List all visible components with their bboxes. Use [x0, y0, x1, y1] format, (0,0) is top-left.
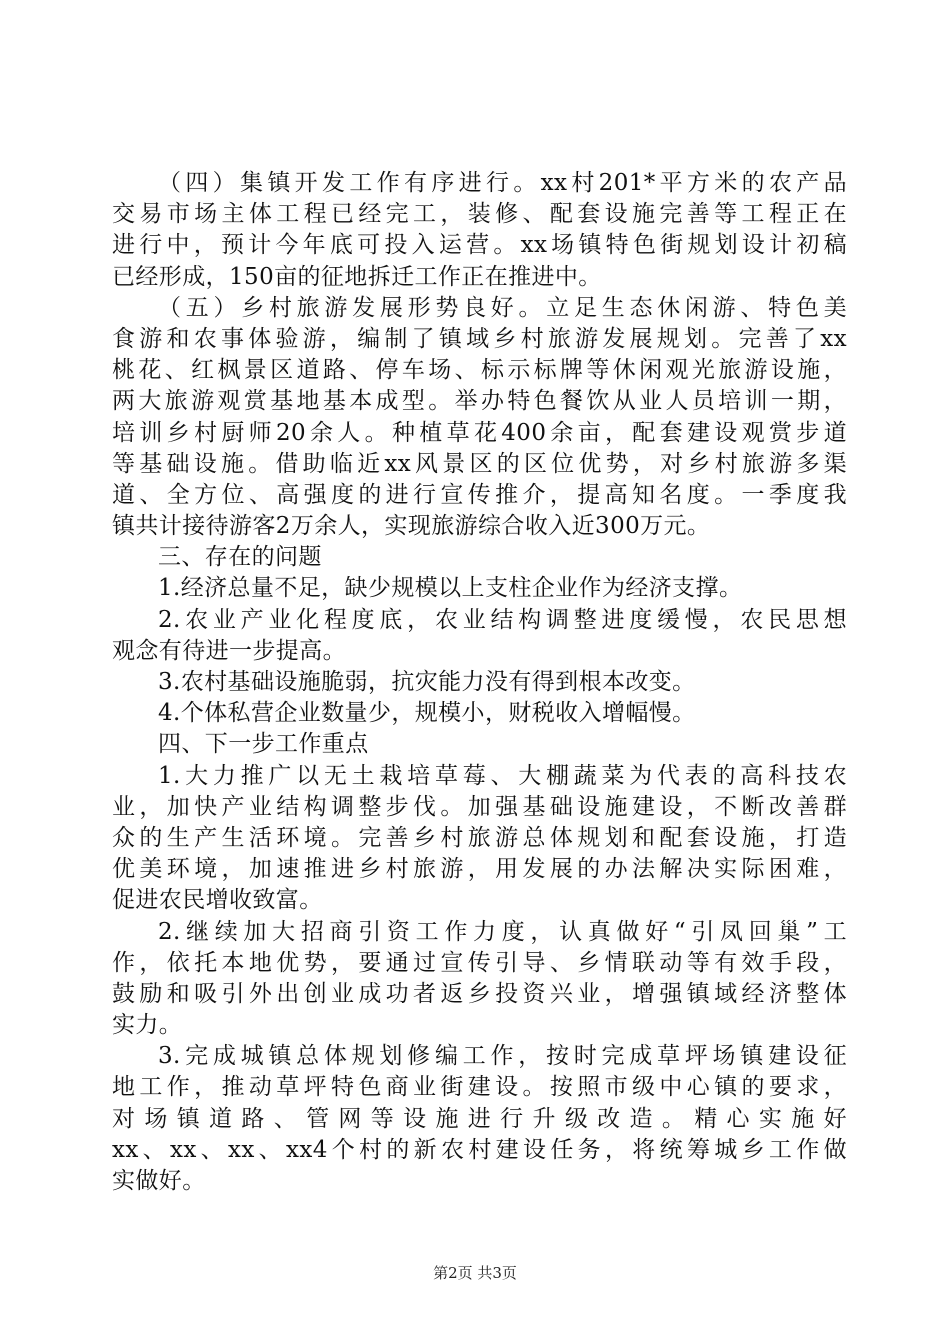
paragraph-line: （五）乡村旅游发展形势良好。立足生态休闲游、特色美: [158, 294, 847, 321]
list-item: 3.完成城镇总体规划修编工作，按时完成草坪场镇建设征: [158, 1043, 847, 1070]
list-item: 1.大力推广以无土栽培草莓、大棚蔬菜为代表的高科技农: [158, 762, 847, 789]
paragraph-line: 业，加快产业结构调整步伐。加强基础设施建设，不断改善群: [112, 793, 847, 820]
paragraph-line: 交易市场主体工程已经完工，装修、配套设施完善等工程正在: [112, 201, 847, 228]
paragraph-line: 桃花、红枫景区道路、停车场、标示标牌等休闲观光旅游设施，: [112, 357, 847, 384]
paragraph-line: 实做好。: [112, 1168, 206, 1194]
paragraph-line: 培训乡村厨师20余人。种植草花400余亩，配套建设观赏步道: [112, 419, 847, 446]
list-item: 4.个体私营企业数量少，规模小，财税收入增幅慢。: [158, 700, 696, 727]
paragraph-line: （四）集镇开发工作有序进行。xx村201*平方米的农产品: [158, 170, 847, 196]
paragraph-line: 食游和农事体验游，编制了镇域乡村旅游发展规划。完善了xx: [112, 325, 847, 352]
list-item: 3.农村基础设施脆弱，抗灾能力没有得到根本改变。: [158, 669, 696, 695]
paragraph-line: 镇共计接待游客2万余人，实现旅游综合收入近300万元。: [112, 513, 711, 540]
page-number: 第2页 共3页: [433, 1264, 517, 1282]
list-item: 2.继续加大招商引资工作力度，认真做好“引凤回巢”工: [158, 918, 847, 945]
paragraph-line: 对场镇道路、管网等设施进行升级改造。精心实施好: [112, 1105, 847, 1132]
paragraph-line: 已经形成，150亩的征地拆迁工作正在推进中。: [112, 263, 602, 290]
paragraph-line: 众的生产生活环境。完善乡村旅游总体规划和配套设施，打造: [112, 824, 847, 851]
paragraph-line: 实力。: [112, 1012, 183, 1039]
section-heading: 四、下一步工作重点: [158, 731, 369, 758]
paragraph-line: 两大旅游观赏基地基本成型。举办特色餐饮从业人员培训一期，: [112, 388, 847, 415]
list-item: 1.经济总量不足，缺少规模以上支柱企业作为经济支撑。: [158, 575, 743, 602]
paragraph-line: 道、全方位、高强度的进行宣传推介，提高知名度。一季度我: [112, 481, 847, 508]
paragraph-line: xx、xx、xx、xx4个村的新农村建设任务，将统筹城乡工作做: [112, 1136, 847, 1163]
paragraph-line: 作，依托本地优势，要通过宣传引导、乡情联动等有效手段，: [112, 949, 847, 976]
paragraph-line: 地工作，推动草坪特色商业街建设。按照市级中心镇的要求，: [112, 1074, 847, 1101]
paragraph-line: 观念有待进一步提高。: [112, 637, 346, 664]
document-body: [112, 168, 847, 1197]
list-item: 2.农业产业化程度底，农业结构调整进度缓慢，农民思想: [158, 606, 847, 633]
paragraph-line: 优美环境，加速推进乡村旅游，用发展的办法解决实际困难，: [112, 856, 847, 883]
paragraph-line: 促进农民增收致富。: [112, 887, 323, 914]
section-heading: 三、存在的问题: [158, 544, 322, 571]
paragraph-line: 鼓励和吸引外出创业成功者返乡投资兴业，增强镇域经济整体: [112, 980, 847, 1007]
paragraph-line: 等基础设施。借助临近xx风景区的区位优势，对乡村旅游多渠: [112, 450, 847, 477]
paragraph-line: 进行中，预计今年底可投入运营。xx场镇特色街规划设计初稿: [112, 232, 847, 259]
